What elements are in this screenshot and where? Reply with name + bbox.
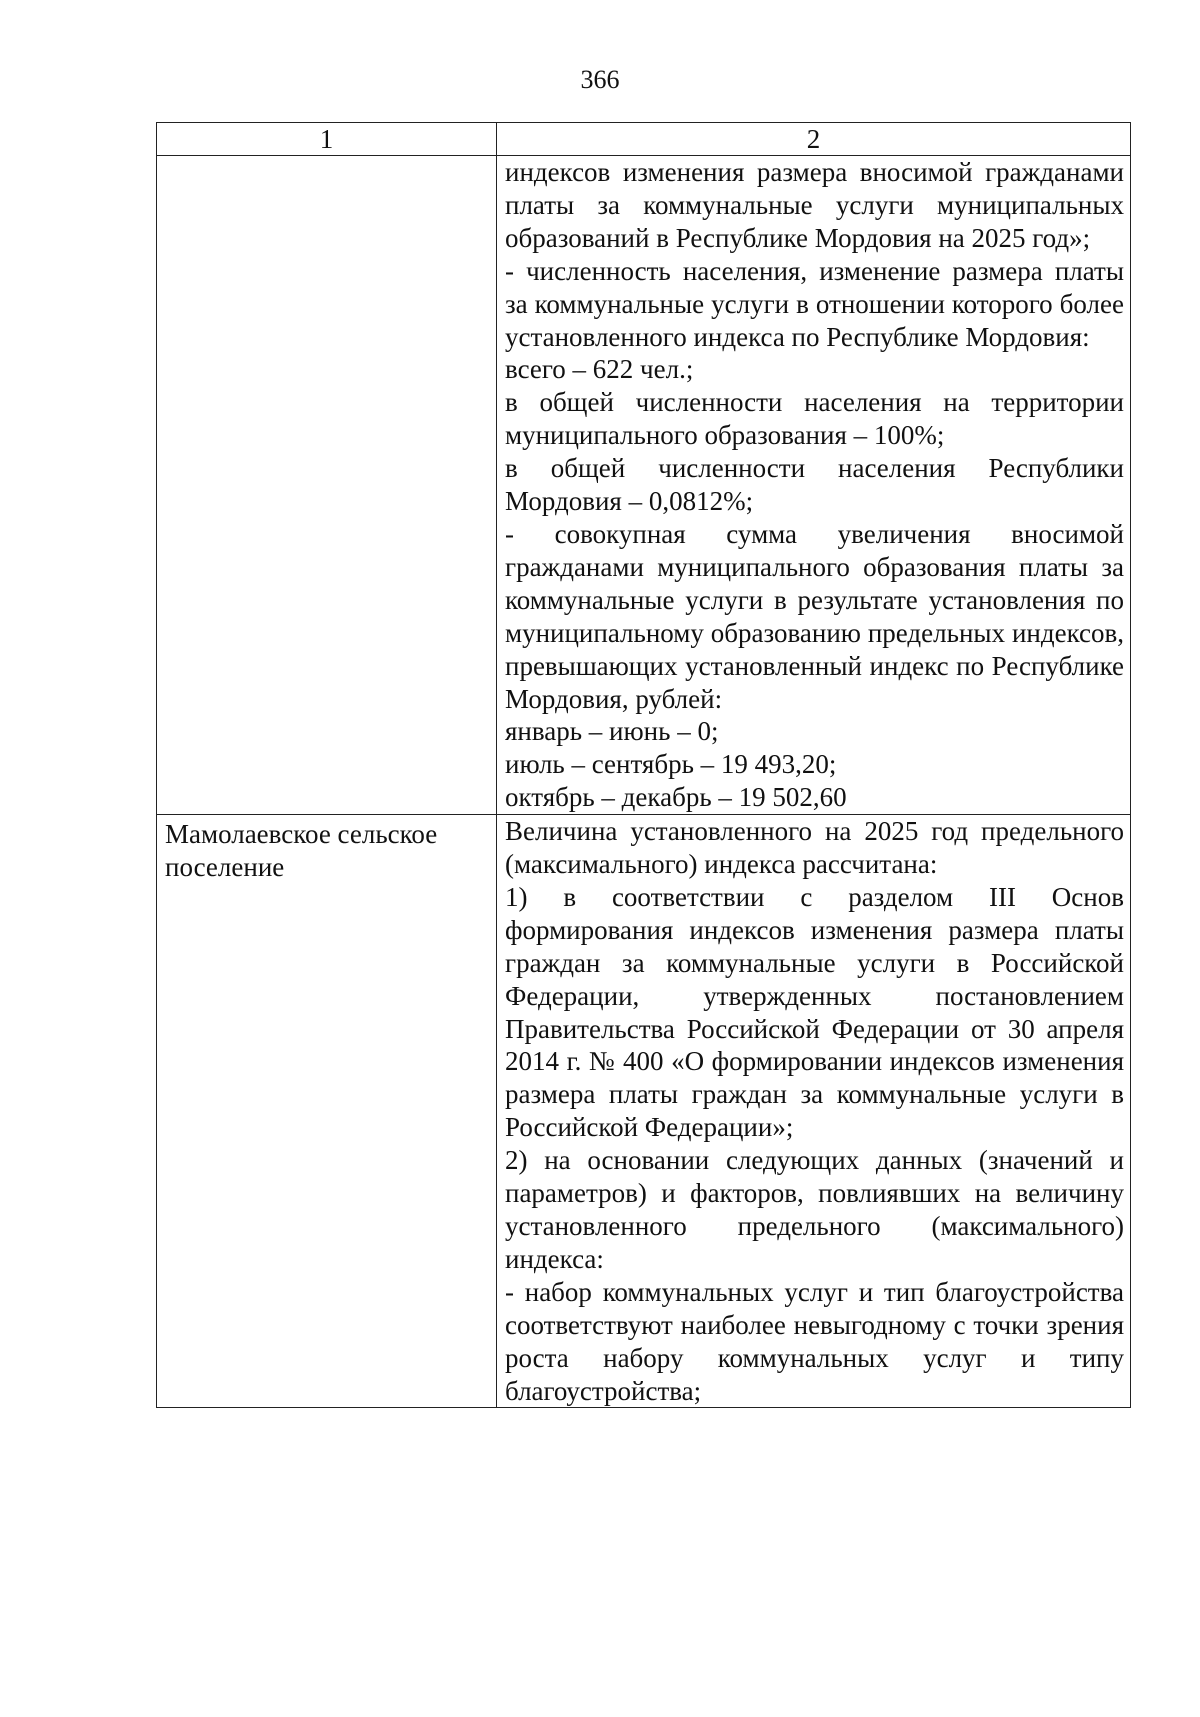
description-paragraph: Величина установленного на 2025 год предельного (максимального) индекса рассчитана: [505,816,1124,880]
municipality-name-cell: Мамолаевское сельское поселение [157,815,497,1408]
description-paragraph: индексов изменения размера вносимой гражданами платы за коммунальные услуги муниципальных образований в Республике Мордовия на 2025 год»; [505,157,1124,253]
table-row [157,815,1131,1408]
column-header-1: 1 [157,123,497,156]
description-paragraph: в общей численности населения на территории муниципального образования – 100%; [505,387,1124,451]
description-paragraph: всего – 622 чел.; [505,354,694,385]
description-cell [497,815,1131,1408]
description-paragraph: 2) на основании следующих данных (значений и параметров) и факторов, повлиявших на величину установленного предельного (максимального) индекса: [505,1145,1124,1274]
description-cell [497,156,1131,815]
table-header-row [157,123,1131,156]
description-paragraph: - набор коммунальных услуг и тип благоустройства соответствуют наиболее невыгодному с точки зрения роста набору коммунальных услуг и типу благоустройства; [505,1276,1124,1406]
description-paragraph: - численность населения, изменение размера платы за коммунальные услуги в отношении которого более установленного индекса по Республике Мордовия: [505,255,1124,352]
description-paragraph: - совокупная сумма увеличения вносимой гражданами муниципального образования платы за коммунальные услуги в результате установления по муниципальному образованию предельных индексов, превышающих установленный индекс по Республике Мордовия, рублей: [505,518,1124,714]
municipality-name-cell [157,156,497,815]
page-number: 366 [580,65,620,94]
description-paragraph: октябрь – декабрь – 19 502,60 [505,782,847,813]
indices-table [156,122,1131,1408]
table-row [157,156,1131,815]
description-paragraph: в общей численности населения Республики Мордовия – 0,0812%; [505,453,1124,517]
description-paragraph: июль – сентябрь – 19 493,20; [505,749,837,780]
description-paragraph: 1) в соответствии с разделом III Основ формирования индексов изменения размера платы граждан за коммунальные услуги в Российской Федерации, утвержденных постановлением Правительства Российской Федерации от 30 апреля 2014 г. № 400 «О формировании индексов изменения размера платы граждан за коммунальные услуги в Российской Федерации»; [505,881,1124,1143]
column-header-2: 2 [497,123,1131,156]
description-paragraph: январь – июнь – 0; [505,716,719,747]
